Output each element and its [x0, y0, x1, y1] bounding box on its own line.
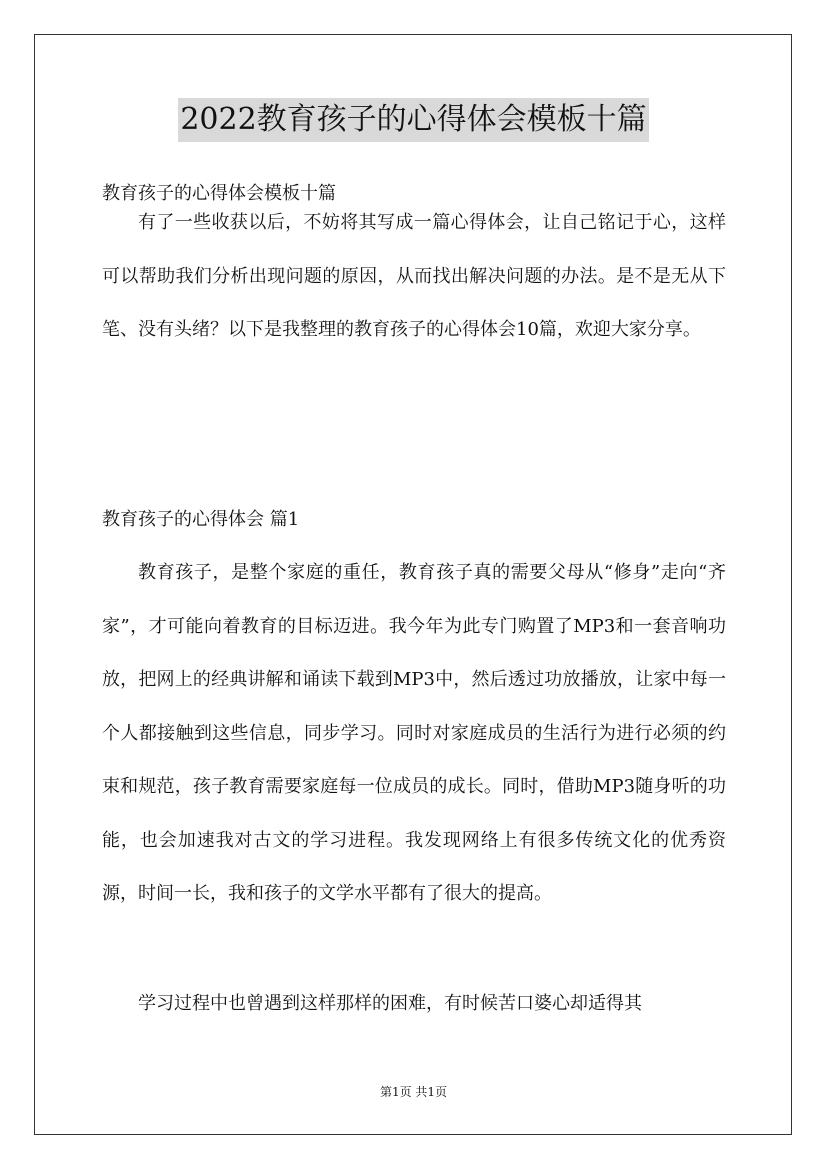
title-container: [0, 98, 827, 142]
page-footer: 第1页 共1页: [379, 1085, 448, 1099]
body-paragraph-2: 学习过程中也曾遇到这样那样的困难，有时候苦口婆心却适得其: [138, 993, 642, 1014]
intro-paragraph: 有了一些收获以后，不妨将其写成一篇心得体会，让自己铭记于心，这样可以帮助我们分析出现问题的原因，从而找出解决问题的办法。是不是无从下笔、没有头绪？以下是我整理的教育孩子的心得体会10篇，欢迎大家分享。: [102, 212, 726, 340]
document-subtitle: 教育孩子的心得体会模板十篇: [102, 183, 336, 204]
document-title: 2022教育孩子的心得体会模板十篇: [178, 98, 648, 142]
body-paragraph-1: 教育孩子，是整个家庭的重任，教育孩子真的需要父母从“修身”走向“齐家”，才可能向着教育的目标迈进。我今年为此专门购置了MP3和一套音响功放，把网上的经典讲解和诵读下载到MP3中，然后透过功放播放，让家中每一个人都接触到这些信息，同步学习。同时对家庭成员的生活行为进行必须的约束和规范，孩子教育需要家庭每一位成员的成长。同时，借助MP3随身听的功能，也会加速我对古文的学习进程。我发现网络上有很多传统文化的优秀资源，时间一长，我和孩子的文学水平都有了很大的提高。: [102, 562, 726, 904]
section-heading: 教育孩子的心得体会 篇1: [102, 509, 300, 530]
